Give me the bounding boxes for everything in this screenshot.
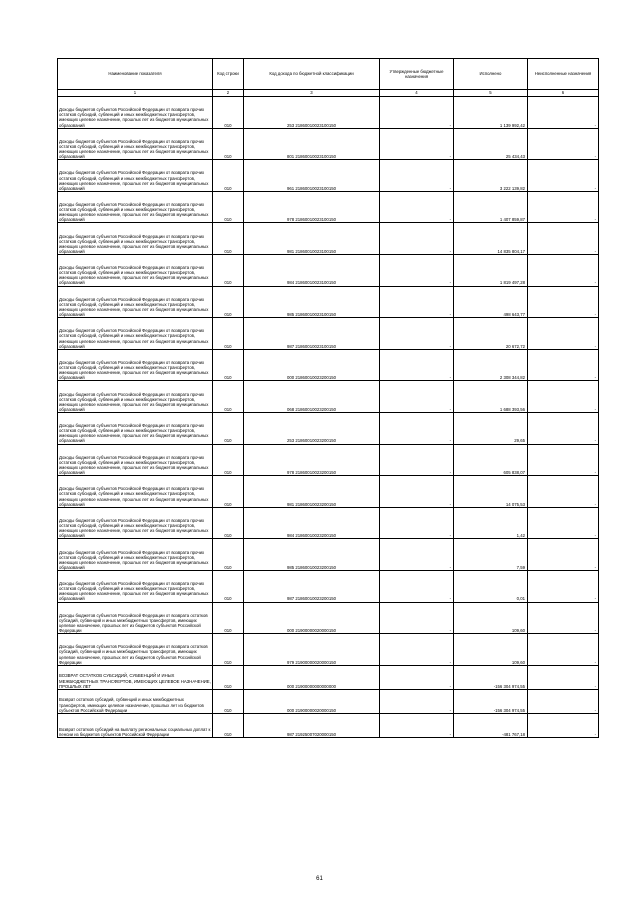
row-line-code: 010	[213, 634, 244, 666]
table-row	[58, 507, 599, 539]
row-indicator-name: Доходы бюджетов субъектов Российской Федерации от возврата прочих остатков субсидий, субвенций и иных межбюджетных трансфертов, имеющих целевое назначение, прошлых лет из бюджетов муниципальных образований	[58, 254, 213, 286]
row-indicator-name: Доходы бюджетов субъектов Российской Федерации от возврата прочих остатков субсидий, субвенций и иных межбюджетных трансфертов, имеющих целевое назначение, прошлых лет из бюджетов муниципальных образований	[58, 570, 213, 602]
row-line-code: 010	[213, 570, 244, 602]
row-executed: 14 075,53	[454, 476, 528, 508]
row-income-code: 000 21860010023200150	[244, 349, 380, 381]
row-line-code: 010	[213, 539, 244, 571]
table-row	[58, 349, 599, 381]
row-indicator-name: Доходы бюджетов субъектов Российской Федерации от возврата прочих остатков субсидий, субвенций и иных межбюджетных трансфертов, имеющих целевое назначение, прошлых лет из бюджетов муниципальных образований	[58, 223, 213, 255]
table-row	[58, 318, 599, 350]
row-line-code: 010	[213, 507, 244, 539]
row-unexecuted: -	[528, 349, 599, 381]
row-unexecuted: -	[528, 381, 599, 413]
row-approved: -	[380, 665, 454, 689]
table-row	[58, 97, 599, 129]
row-line-code: 010	[213, 254, 244, 286]
row-line-code: 010	[213, 286, 244, 318]
row-income-code: 801 21860010023100150	[244, 128, 380, 160]
row-income-code: 987 21925007020000150	[244, 713, 380, 737]
row-approved: -	[380, 286, 454, 318]
row-indicator-name: Возврат остатков субсидий на выплату региональных социальных доплат к пенсии из бюджетов субъектов Российской Федерации	[58, 713, 213, 737]
table-row	[58, 713, 599, 737]
row-line-code: 010	[213, 665, 244, 689]
row-income-code: 253 21860010023100150	[244, 97, 380, 129]
row-income-code: 961 21860010023100150	[244, 160, 380, 192]
row-approved: -	[380, 97, 454, 129]
row-income-code: 978 21860010023200150	[244, 444, 380, 476]
table-row	[58, 539, 599, 571]
row-income-code: 253 21860010023200150	[244, 412, 380, 444]
row-indicator-name: Доходы бюджетов субъектов Российской Федерации от возврата прочих остатков субсидий, субвенций и иных межбюджетных трансфертов, имеющих целевое назначение, прошлых лет из бюджетов муниципальных образований	[58, 160, 213, 192]
header-executed: Исполнено	[454, 59, 528, 90]
row-approved: -	[380, 128, 454, 160]
row-income-code: 979 21900000020000150	[244, 634, 380, 666]
row-indicator-name: Доходы бюджетов субъектов Российской Федерации от возврата прочих остатков субсидий, субвенций и иных межбюджетных трансфертов, имеющих целевое назначение, прошлых лет из бюджетов муниципальных образований	[58, 97, 213, 129]
table-row	[58, 602, 599, 634]
header-indicator-name: Наименование показателя	[58, 59, 213, 90]
row-indicator-name: Доходы бюджетов субъектов Российской Федерации от возврата прочих остатков субсидий, субвенций и иных межбюджетных трансфертов, имеющих целевое назначение, прошлых лет из бюджетов муниципальных образований	[58, 507, 213, 539]
column-number: 6	[528, 90, 599, 97]
header-unexecuted: Неисполненные назначения	[528, 59, 599, 90]
report-page	[57, 58, 598, 738]
row-line-code: 010	[213, 349, 244, 381]
row-executed: -156 304 974,55	[454, 689, 528, 713]
row-indicator-name: Доходы бюджетов субъектов Российской Федерации от возврата прочих остатков субсидий, субвенций и иных межбюджетных трансфертов, имеющих целевое назначение, прошлых лет из бюджетов муниципальных образований	[58, 128, 213, 160]
column-number: 1	[58, 90, 213, 97]
row-executed: 605 838,07	[454, 444, 528, 476]
page-number: 61	[316, 876, 323, 882]
row-executed: 7,59	[454, 539, 528, 571]
row-line-code: 010	[213, 381, 244, 413]
row-approved: -	[380, 539, 454, 571]
row-unexecuted: -	[528, 570, 599, 602]
row-unexecuted: -	[528, 223, 599, 255]
row-executed: 3 222 139,82	[454, 160, 528, 192]
row-line-code: 010	[213, 318, 244, 350]
table-row	[58, 634, 599, 666]
row-approved: -	[380, 689, 454, 713]
row-indicator-name: Доходы бюджетов субъектов Российской Федерации от возврата прочих остатков субсидий, субвенций и иных межбюджетных трансфертов, имеющих целевое назначение, прошлых лет из бюджетов муниципальных образований	[58, 318, 213, 350]
row-line-code: 010	[213, 444, 244, 476]
row-income-code: 000 21900000020000150	[244, 689, 380, 713]
row-income-code: 987 21860010023200150	[244, 570, 380, 602]
row-indicator-name: Доходы бюджетов субъектов Российской Федерации от возврата остатков субсидий, субвенций и иных межбюджетных трансфертов, имеющих целевое назначение, прошлых лет из бюджетов субъектов Российской Федерации	[58, 602, 213, 634]
row-approved: -	[380, 412, 454, 444]
table-row	[58, 160, 599, 192]
row-income-code: 000 21900000020000150	[244, 602, 380, 634]
table-row	[58, 254, 599, 286]
row-approved: -	[380, 381, 454, 413]
row-approved: -	[380, 507, 454, 539]
row-indicator-name: Доходы бюджетов субъектов Российской Федерации от возврата прочих остатков субсидий, субвенций и иных межбюджетных трансфертов, имеющих целевое назначение, прошлых лет из бюджетов муниципальных образований	[58, 539, 213, 571]
row-approved: -	[380, 349, 454, 381]
row-income-code: 984 21860010023200150	[244, 507, 380, 539]
row-executed: -481 767,18	[454, 713, 528, 737]
table-row	[58, 223, 599, 255]
row-indicator-name: Доходы бюджетов субъектов Российской Федерации от возврата прочих остатков субсидий, субвенций и иных межбюджетных трансфертов, имеющих целевое назначение, прошлых лет из бюджетов муниципальных образований	[58, 349, 213, 381]
row-line-code: 010	[213, 191, 244, 223]
row-approved: -	[380, 634, 454, 666]
column-number-row	[58, 90, 599, 97]
row-executed: -156 304 974,55	[454, 665, 528, 689]
row-executed: 20 672,72	[454, 318, 528, 350]
row-unexecuted: -	[528, 191, 599, 223]
row-unexecuted: -	[528, 254, 599, 286]
row-income-code: 068 21860010023200150	[244, 381, 380, 413]
column-number: 3	[244, 90, 380, 97]
row-unexecuted: -	[528, 665, 599, 689]
row-indicator-name: Доходы бюджетов субъектов Российской Федерации от возврата прочих остатков субсидий, субвенций и иных межбюджетных трансфертов, имеющих целевое назначение, прошлых лет из бюджетов муниципальных образований	[58, 444, 213, 476]
row-income-code: 981 21860010023200150	[244, 476, 380, 508]
table-row	[58, 444, 599, 476]
row-line-code: 010	[213, 223, 244, 255]
header-line-code: Код строки	[213, 59, 244, 90]
row-approved: -	[380, 191, 454, 223]
row-indicator-name: ВОЗВРАТ ОСТАТКОВ СУБСИДИЙ, СУБВЕНЦИЙ И ИНЫХ МЕЖБЮДЖЕТНЫХ ТРАНСФЕРТОВ, ИМЕЮЩИХ ЦЕЛЕВОЕ НАЗНАЧЕНИЕ, ПРОШЛЫХ ЛЕТ	[58, 665, 213, 689]
row-executed: 1 688 393,56	[454, 381, 528, 413]
row-unexecuted: -	[528, 634, 599, 666]
row-approved: -	[380, 602, 454, 634]
row-executed: 25 434,43	[454, 128, 528, 160]
row-approved: -	[380, 476, 454, 508]
table-row	[58, 128, 599, 160]
row-line-code: 010	[213, 97, 244, 129]
row-line-code: 010	[213, 713, 244, 737]
row-unexecuted: -	[528, 539, 599, 571]
row-indicator-name: Доходы бюджетов субъектов Российской Федерации от возврата прочих остатков субсидий, субвенций и иных межбюджетных трансфертов, имеющих целевое назначение, прошлых лет из бюджетов муниципальных образований	[58, 381, 213, 413]
table-row	[58, 689, 599, 713]
row-executed: 1 819 497,28	[454, 254, 528, 286]
row-income-code: 987 21860010023100150	[244, 318, 380, 350]
column-number: 4	[380, 90, 454, 97]
row-approved: -	[380, 570, 454, 602]
row-line-code: 010	[213, 476, 244, 508]
row-unexecuted: -	[528, 476, 599, 508]
table-header-row	[58, 59, 599, 90]
row-approved: -	[380, 444, 454, 476]
row-indicator-name: Доходы бюджетов субъектов Российской Федерации от возврата остатков субсидий, субвенций и иных межбюджетных трансфертов, имеющих целевое назначение, прошлых лет из бюджетов субъектов Российской Федерации	[58, 634, 213, 666]
row-income-code: 985 21860010023100150	[244, 286, 380, 318]
row-executed: 1 407 859,87	[454, 191, 528, 223]
row-executed: 2 308 344,82	[454, 349, 528, 381]
row-indicator-name: Доходы бюджетов субъектов Российской Федерации от возврата прочих остатков субсидий, субвенций и иных межбюджетных трансфертов, имеющих целевое назначение, прошлых лет из бюджетов муниципальных образований	[58, 286, 213, 318]
row-executed: 1,42	[454, 507, 528, 539]
column-number: 2	[213, 90, 244, 97]
column-number: 5	[454, 90, 528, 97]
row-unexecuted: -	[528, 286, 599, 318]
row-approved: -	[380, 254, 454, 286]
row-indicator-name: Доходы бюджетов субъектов Российской Федерации от возврата прочих остатков субсидий, субвенций и иных межбюджетных трансфертов, имеющих целевое назначение, прошлых лет из бюджетов муниципальных образований	[58, 412, 213, 444]
row-indicator-name: Возврат остатков субсидий, субвенций и иных межбюджетных трансфертов, имеющих целевое назначение, прошлых лет из бюджетов субъектов Российской Федерации	[58, 689, 213, 713]
row-approved: -	[380, 223, 454, 255]
row-income-code: 985 21860010023200150	[244, 539, 380, 571]
budget-income-table	[57, 58, 599, 738]
row-approved: -	[380, 318, 454, 350]
row-unexecuted: -	[528, 444, 599, 476]
row-unexecuted: -	[528, 507, 599, 539]
row-income-code: 981 21860010023100150	[244, 223, 380, 255]
row-income-code: 978 21860010023100150	[244, 191, 380, 223]
table-row	[58, 570, 599, 602]
row-executed: 14 835 804,17	[454, 223, 528, 255]
row-executed: 29,65	[454, 412, 528, 444]
row-line-code: 010	[213, 602, 244, 634]
row-unexecuted: -	[528, 713, 599, 737]
row-income-code: 000 21900000000000000	[244, 665, 380, 689]
table-row	[58, 286, 599, 318]
table-row	[58, 476, 599, 508]
row-executed: 109,60	[454, 634, 528, 666]
row-line-code: 010	[213, 128, 244, 160]
header-approved: Утвержденные бюджетные назначения	[380, 59, 454, 90]
table-row	[58, 665, 599, 689]
row-unexecuted: -	[528, 412, 599, 444]
row-executed: 109,60	[454, 602, 528, 634]
row-executed: 1 139 992,42	[454, 97, 528, 129]
row-executed: 498 643,77	[454, 286, 528, 318]
row-line-code: 010	[213, 160, 244, 192]
row-unexecuted: -	[528, 128, 599, 160]
row-unexecuted: -	[528, 602, 599, 634]
table-row	[58, 412, 599, 444]
row-executed: 0,01	[454, 570, 528, 602]
row-unexecuted: -	[528, 97, 599, 129]
row-approved: -	[380, 160, 454, 192]
row-unexecuted: -	[528, 318, 599, 350]
row-unexecuted: -	[528, 689, 599, 713]
row-indicator-name: Доходы бюджетов субъектов Российской Федерации от возврата прочих остатков субсидий, субвенций и иных межбюджетных трансфертов, имеющих целевое назначение, прошлых лет из бюджетов муниципальных образований	[58, 191, 213, 223]
header-income-code: Код дохода по бюджетной классификации	[244, 59, 380, 90]
row-income-code: 984 21860010023100150	[244, 254, 380, 286]
row-line-code: 010	[213, 689, 244, 713]
row-approved: -	[380, 713, 454, 737]
table-body	[58, 97, 599, 738]
row-line-code: 010	[213, 412, 244, 444]
row-unexecuted: -	[528, 160, 599, 192]
row-indicator-name: Доходы бюджетов субъектов Российской Федерации от возврата прочих остатков субсидий, субвенций и иных межбюджетных трансфертов, имеющих целевое назначение, прошлых лет из бюджетов муниципальных образований	[58, 476, 213, 508]
table-row	[58, 381, 599, 413]
table-row	[58, 191, 599, 223]
